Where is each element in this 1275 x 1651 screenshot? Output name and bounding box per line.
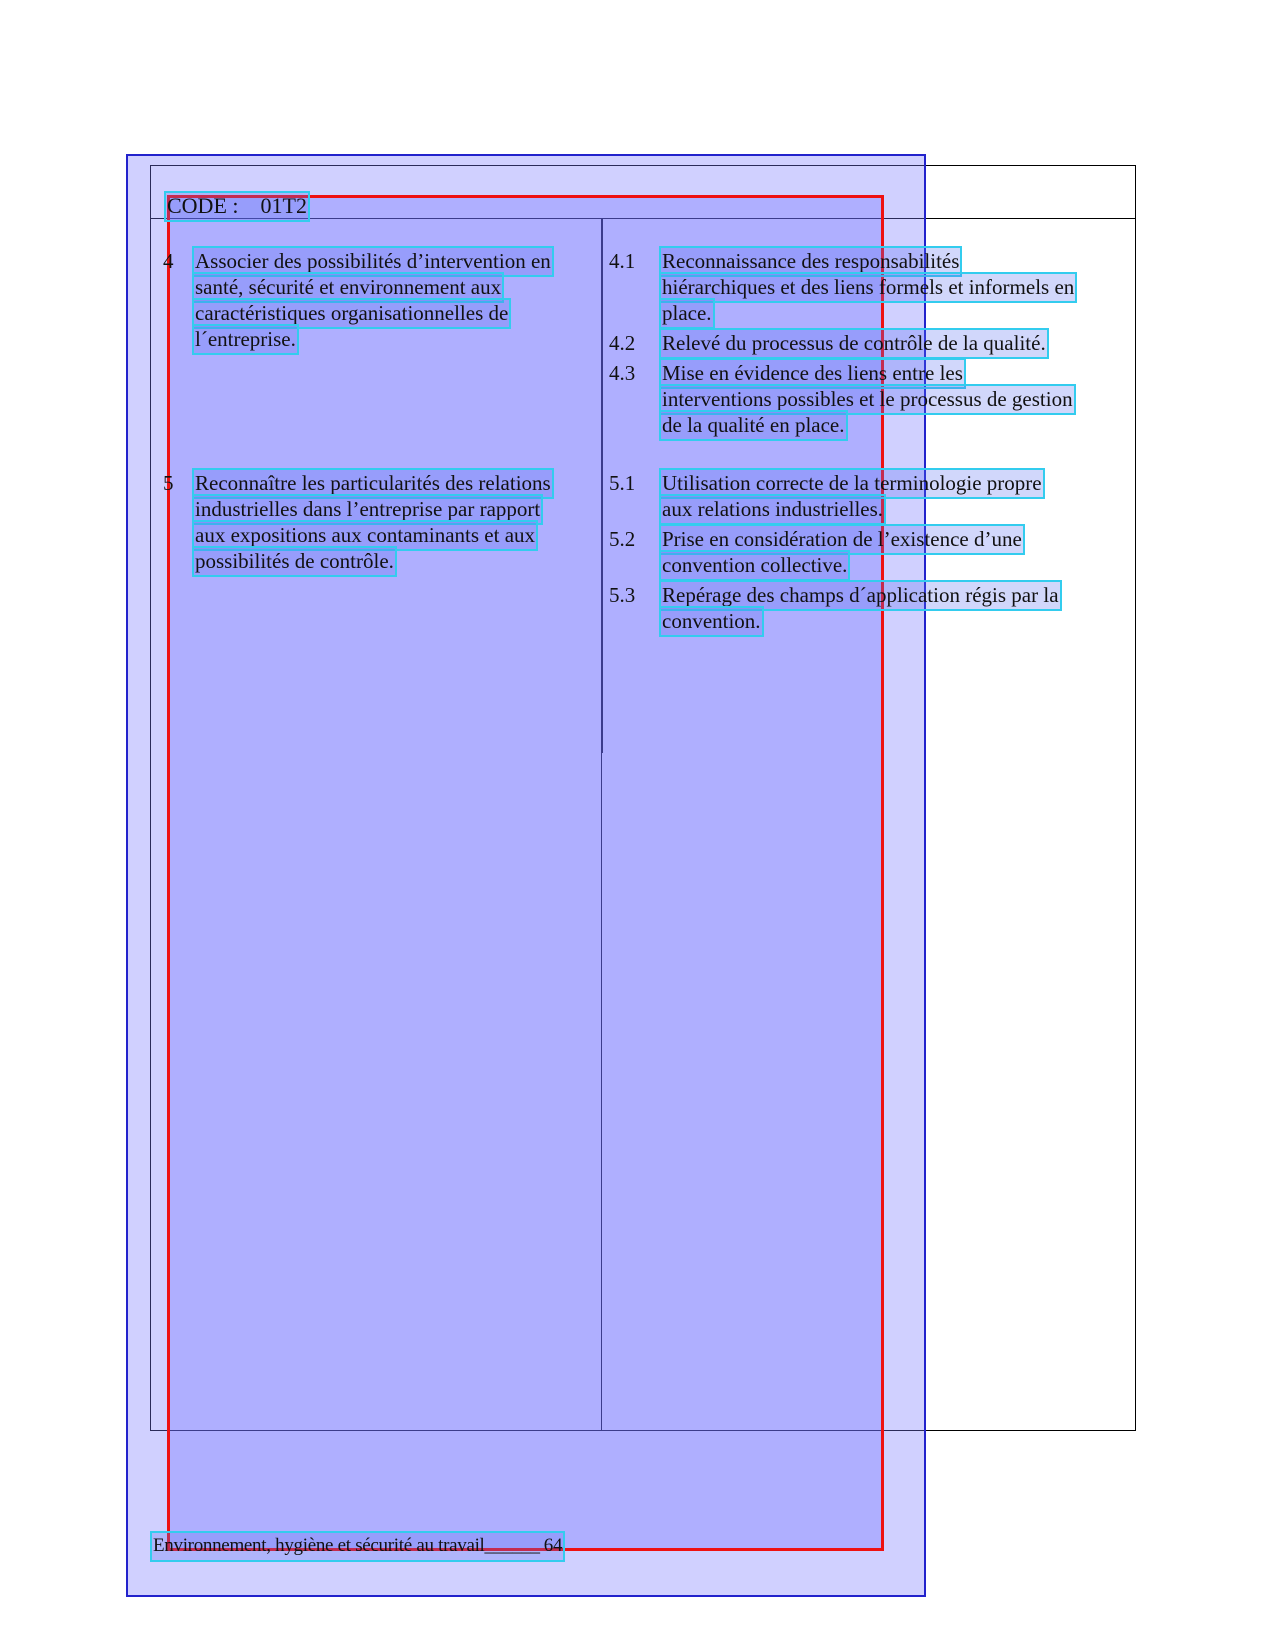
right-item-number: 4.1: [609, 249, 636, 273]
right-item-line: aux relations industrielles.: [662, 497, 884, 521]
right-item-line: hiérarchiques et des liens formels et informels en: [662, 275, 1075, 299]
right-item-number: 5.3: [609, 583, 636, 607]
right-item-line: convention.: [662, 609, 761, 633]
right-item-line: interventions possibles et le processus de gestion: [662, 387, 1073, 411]
page-number: 64: [543, 1535, 563, 1556]
page-footer: [152, 1533, 563, 1560]
left-item-line: l´entreprise.: [195, 327, 296, 351]
right-item-line: de la qualité en place.: [662, 413, 845, 437]
left-item-line: Associer des possibilités d’intervention en: [195, 249, 551, 273]
footer-title: Environnement, hygiène et sécurité au travail: [153, 1535, 485, 1556]
code-label: CODE :: [167, 193, 239, 218]
right-item-number: 4.3: [609, 361, 636, 385]
left-item-line: santé, sécurité et environnement aux: [195, 275, 502, 299]
right-item-line: Utilisation correcte de la terminologie propre: [662, 471, 1042, 495]
right-item-line: Repérage des champs d´application régis par la: [662, 583, 1059, 607]
right-item-line: Reconnaissance des responsabilités: [662, 249, 960, 273]
left-item-line: Reconnaître les particularités des relations: [195, 471, 551, 495]
right-item-line: place.: [662, 301, 712, 325]
right-item-line: Relevé du processus de contrôle de la qualité.: [662, 331, 1046, 355]
right-item-number: 5.1: [609, 471, 636, 495]
left-item-line: possibilités de contrôle.: [195, 549, 394, 573]
code-value: 01T2: [260, 193, 307, 218]
left-item-number: 5: [163, 471, 174, 495]
left-item-line: industrielles dans l’entreprise par rapport: [195, 497, 541, 521]
right-item-number: 4.2: [609, 331, 636, 355]
right-item-line: Mise en évidence des liens entre les: [662, 361, 963, 385]
left-item-number: 4: [163, 249, 174, 273]
left-item-line: caractéristiques organisationnelles de: [195, 301, 509, 325]
right-item-line: convention collective.: [662, 553, 848, 577]
right-item-line: Prise en considération de l’existence d’une: [662, 527, 1022, 551]
right-item-number: 5.2: [609, 527, 636, 551]
course-code: [166, 193, 308, 220]
footer-leader: ______: [484, 1535, 540, 1556]
left-item-line: aux expositions aux contaminants et aux: [195, 523, 536, 547]
